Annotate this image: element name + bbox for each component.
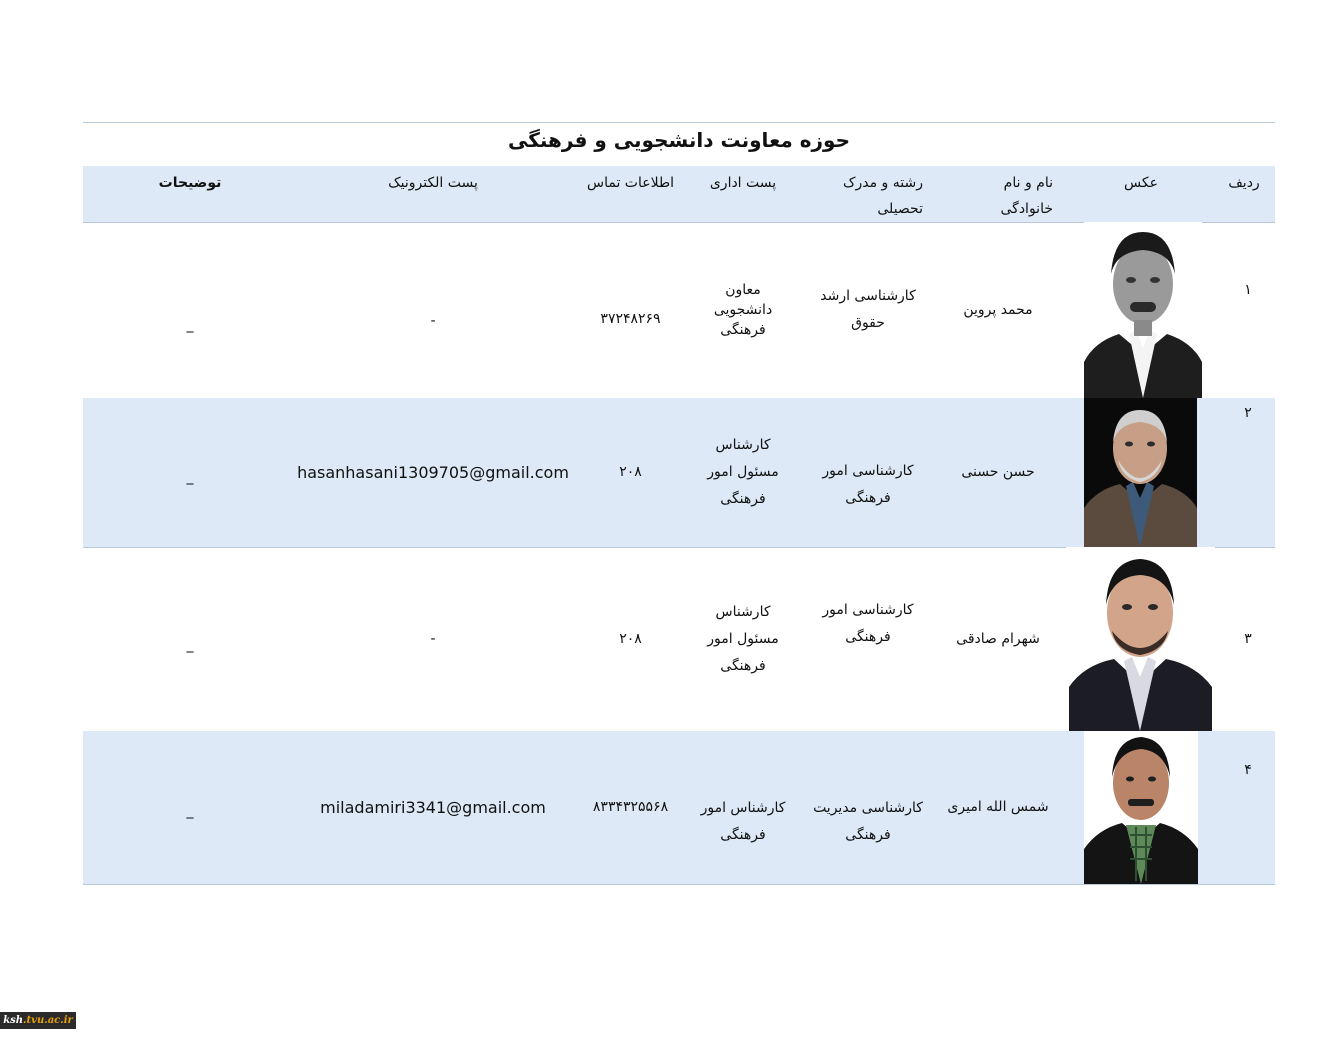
site-badge-domain: .tvu.ac.ir xyxy=(23,1015,73,1026)
staff-contact: ۲۰۸ xyxy=(619,464,642,480)
staff-degree-line1: کارشناسی امور xyxy=(822,463,914,479)
portrait-photo-2 xyxy=(1084,398,1197,547)
site-badge[interactable] xyxy=(0,1012,76,1029)
staff-position-line3: فرهنگی xyxy=(720,322,766,338)
header-degree xyxy=(813,166,923,222)
header-name-line1: نام و نام xyxy=(1003,175,1053,191)
staff-photo xyxy=(1084,398,1197,547)
staff-degree-line2: فرهنگی xyxy=(845,490,891,506)
portrait-photo-1 xyxy=(1084,222,1202,398)
staff-position-line2: دانشجویی xyxy=(713,302,773,318)
staff-photo xyxy=(1084,731,1198,884)
staff-degree xyxy=(813,547,923,731)
table-row xyxy=(83,547,1275,732)
staff-notes: _ xyxy=(186,803,194,819)
header-contact: اطلاعات تماس xyxy=(587,175,674,191)
table-row xyxy=(83,222,1275,399)
staff-position-line1: کارشناس xyxy=(715,603,771,620)
staff-degree-line1: کارشناسی مدیریت xyxy=(813,799,923,816)
staff-position xyxy=(693,222,793,398)
staff-email[interactable]: miladamiri3341@gmail.com xyxy=(320,798,546,817)
header-name-line2: خانوادگی xyxy=(1000,201,1053,217)
top-rule xyxy=(83,122,1275,123)
staff-contact: ۳۷۲۴۸۲۶۹ xyxy=(600,310,661,327)
header-email: پست الکترونیک xyxy=(388,175,478,191)
site-badge-prefix: ksh xyxy=(3,1015,24,1026)
page-title: حوزه معاونت دانشجویی و فرهنگی xyxy=(508,128,850,152)
staff-degree xyxy=(813,398,923,547)
staff-degree xyxy=(813,222,923,398)
header-radif: ردیف xyxy=(1228,175,1260,191)
table-row xyxy=(83,398,1275,548)
staff-position-line3: فرهنگی xyxy=(720,491,766,507)
staff-degree xyxy=(805,731,931,884)
row-number: ۴ xyxy=(1244,762,1252,778)
staff-notes: _ xyxy=(186,316,194,333)
header-photo: عکس xyxy=(1124,175,1158,191)
staff-name: محمد پروین xyxy=(963,301,1033,318)
staff-degree-line2: فرهنگی xyxy=(845,629,891,645)
row-number: ۱ xyxy=(1244,282,1252,298)
staff-degree-line2: حقوق xyxy=(851,315,885,331)
header-notes: توضیحات xyxy=(158,175,222,191)
portrait-photo-3 xyxy=(1066,547,1215,731)
staff-contact: ۲۰۸ xyxy=(619,630,642,647)
staff-name: شمس الله امیری xyxy=(947,799,1049,815)
staff-position-line1: کارشناس xyxy=(715,437,771,453)
row-number: ۳ xyxy=(1244,630,1252,647)
staff-degree-line1: کارشناسی ارشد xyxy=(820,288,916,304)
staff-position xyxy=(693,547,793,731)
staff-email[interactable]: hasanhasani1309705@gmail.com xyxy=(297,463,569,482)
staff-email: - xyxy=(430,312,436,329)
header-degree-line1: رشته و مدرک xyxy=(842,175,923,191)
header-name xyxy=(943,166,1053,222)
staff-notes: _ xyxy=(186,636,194,653)
header-degree-line2: تحصیلی xyxy=(877,201,923,217)
staff-position-line1: معاون xyxy=(725,282,761,298)
table-header-row xyxy=(83,166,1275,223)
staff-position xyxy=(688,731,798,884)
staff-notes: _ xyxy=(186,469,194,485)
header-position: پست اداری xyxy=(709,175,777,191)
staff-name: حسن حسنی xyxy=(961,464,1035,480)
staff-position-line2: فرهنگی xyxy=(720,826,766,843)
staff-position-line2: مسئول امور xyxy=(707,630,779,647)
staff-name: شهرام صادقی xyxy=(956,630,1040,647)
row-number: ۲ xyxy=(1244,405,1252,421)
staff-position-line2: مسئول امور xyxy=(707,464,779,480)
portrait-photo-4 xyxy=(1084,731,1198,884)
staff-email: - xyxy=(430,630,436,647)
staff-photo xyxy=(1066,547,1215,731)
table-row xyxy=(83,731,1275,885)
staff-degree-line2: فرهنگی xyxy=(845,826,891,843)
staff-position xyxy=(693,398,793,547)
staff-contact: ۸۳۳۴۳۲۵۵۶۸ xyxy=(592,799,669,815)
staff-degree-line1: کارشناسی امور xyxy=(822,602,914,618)
staff-position-line3: فرهنگی xyxy=(720,657,766,674)
staff-photo xyxy=(1084,222,1202,398)
staff-position-line1: کارشناس امور xyxy=(700,799,786,816)
